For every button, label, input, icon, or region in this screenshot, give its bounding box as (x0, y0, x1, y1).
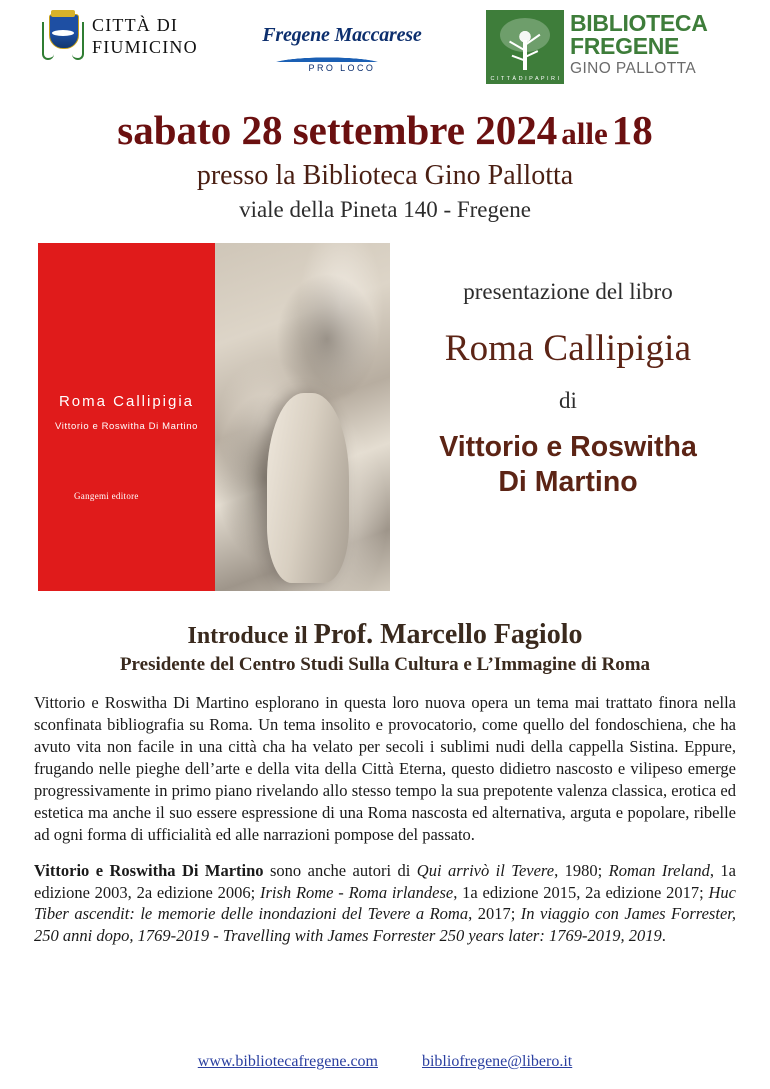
event-venue: presso la Biblioteca Gino Pallotta (196, 160, 574, 191)
proloco-subtitle: PRO LOCO (308, 63, 376, 73)
bio-work-4: Huc Tiber ascendit: le memorie delle inondazioni del Tevere a Roma (34, 882, 737, 924)
speaker-intro-label: Introduce il (187, 623, 308, 649)
book-cover-image (38, 243, 390, 591)
badge-caption: C I T T À D I P A P I R I (490, 76, 560, 82)
book-authors-line2: Di Martino (498, 465, 638, 498)
comune-line1: CITTÀ DI (92, 15, 179, 36)
email-link[interactable]: bibliofregene@libero.it (421, 1053, 573, 1070)
cover-red-panel (38, 243, 215, 591)
website-link[interactable]: www.bibliotecafregene.com (197, 1053, 378, 1070)
logo-header (34, 0, 736, 98)
book-authors (400, 430, 736, 500)
event-date: sabato 28 settembre 2024 (117, 107, 558, 153)
speaker-role: Presidente del Centro Studi Sulla Cultura e L’Immagine di Roma (119, 654, 651, 675)
bio-paragraph (34, 860, 736, 948)
logo-comune-fiumicino (42, 10, 198, 64)
by-label: di (559, 388, 577, 413)
book-section (34, 243, 736, 593)
biblioteca-line2: FREGENE (570, 32, 680, 59)
comune-text (92, 15, 198, 59)
book-info (390, 243, 736, 593)
presentation-label: presentazione del libro (463, 279, 673, 304)
speaker-name: Prof. Marcello Fagiolo (313, 619, 583, 650)
cover-publisher: Gangemi editore (74, 491, 139, 501)
bio-work-5: In viaggio con James Forrester, 250 anni dopo, 1769-2019 - Travelling with James Forrester 250 years later: 1769-2019, 2019 (34, 904, 736, 946)
event-time: 18 (611, 107, 653, 153)
cover-authors: Vittorio e Roswitha Di Martino (55, 421, 198, 432)
bio-work-1: Qui arrivò il Tevere (416, 860, 555, 880)
bio-text-2: , 1980; (554, 860, 609, 880)
book-authors-line1: Vittorio e Roswitha (439, 431, 697, 463)
bio-text-1: sono anche autori di (263, 860, 417, 880)
event-time-label: alle (561, 116, 608, 151)
speaker-block (34, 619, 736, 676)
comune-line2: FIUMICINO (92, 37, 198, 57)
event-date-line (34, 106, 736, 154)
bio-text-4: , 1a edizione 2015, 2a edizione 2017; (453, 882, 709, 902)
biblioteca-line3: GINO PALLOTTA (570, 60, 697, 78)
wave-icon (267, 48, 417, 62)
speaker-intro (34, 619, 736, 651)
biblioteca-wordmark (570, 10, 708, 78)
logo-biblioteca-fregene (486, 10, 736, 84)
proloco-title: Fregene Maccarese (262, 24, 422, 46)
book-title: Roma Callipigia (444, 328, 692, 369)
bio-work-2: Roman Ireland (608, 860, 710, 880)
biblioteca-line1: BIBLIOTECA (570, 10, 708, 36)
bio-text-5: , 2017; (468, 904, 521, 924)
bio-text-6: . (661, 926, 666, 946)
fiumicino-crest-icon (42, 10, 84, 64)
tree-icon (486, 10, 564, 84)
cover-photo-panel (215, 243, 390, 591)
logo-proloco (252, 24, 432, 73)
description-block (34, 692, 736, 947)
description-paragraph: Vittorio e Roswitha Di Martino esplorano in questa loro nuova opera un tema mai trattato finora nella sconfinata bibliografia su Roma. Un tema insolito e provocatorio, come quello del fondoschiena, che ha avuto vita non facile in una città cha ha velato per secoli i sublimi nudi della cappella Sistina. Eppure, frugando nelle pieghe dell’arte e della vita della Città Eterna, questo didietro nascosto e vilipeso emerge progressivamente in primo piano rivelando allo stesso tempo la sua prepotente valenza classica, erotica ed estetica ma anche il suo essere espressione di una Roma nascosta ed alternativa, arguta e popolare, ribelle ad ogni forma di ufficialità ed alle narrazioni pompose del passato. (34, 693, 736, 844)
bio-authors-bold: Vittorio e Roswitha Di Martino (34, 860, 264, 880)
bio-work-3: Irish Rome - Roma irlandese (259, 882, 454, 902)
cover-title: Roma Callipigia (58, 393, 195, 410)
event-address: viale della Pineta 140 - Fregene (239, 197, 531, 222)
footer-links (0, 1053, 770, 1071)
bio-text-3: , 1a edizione 2003, 2a edizione 2006; (34, 860, 736, 902)
